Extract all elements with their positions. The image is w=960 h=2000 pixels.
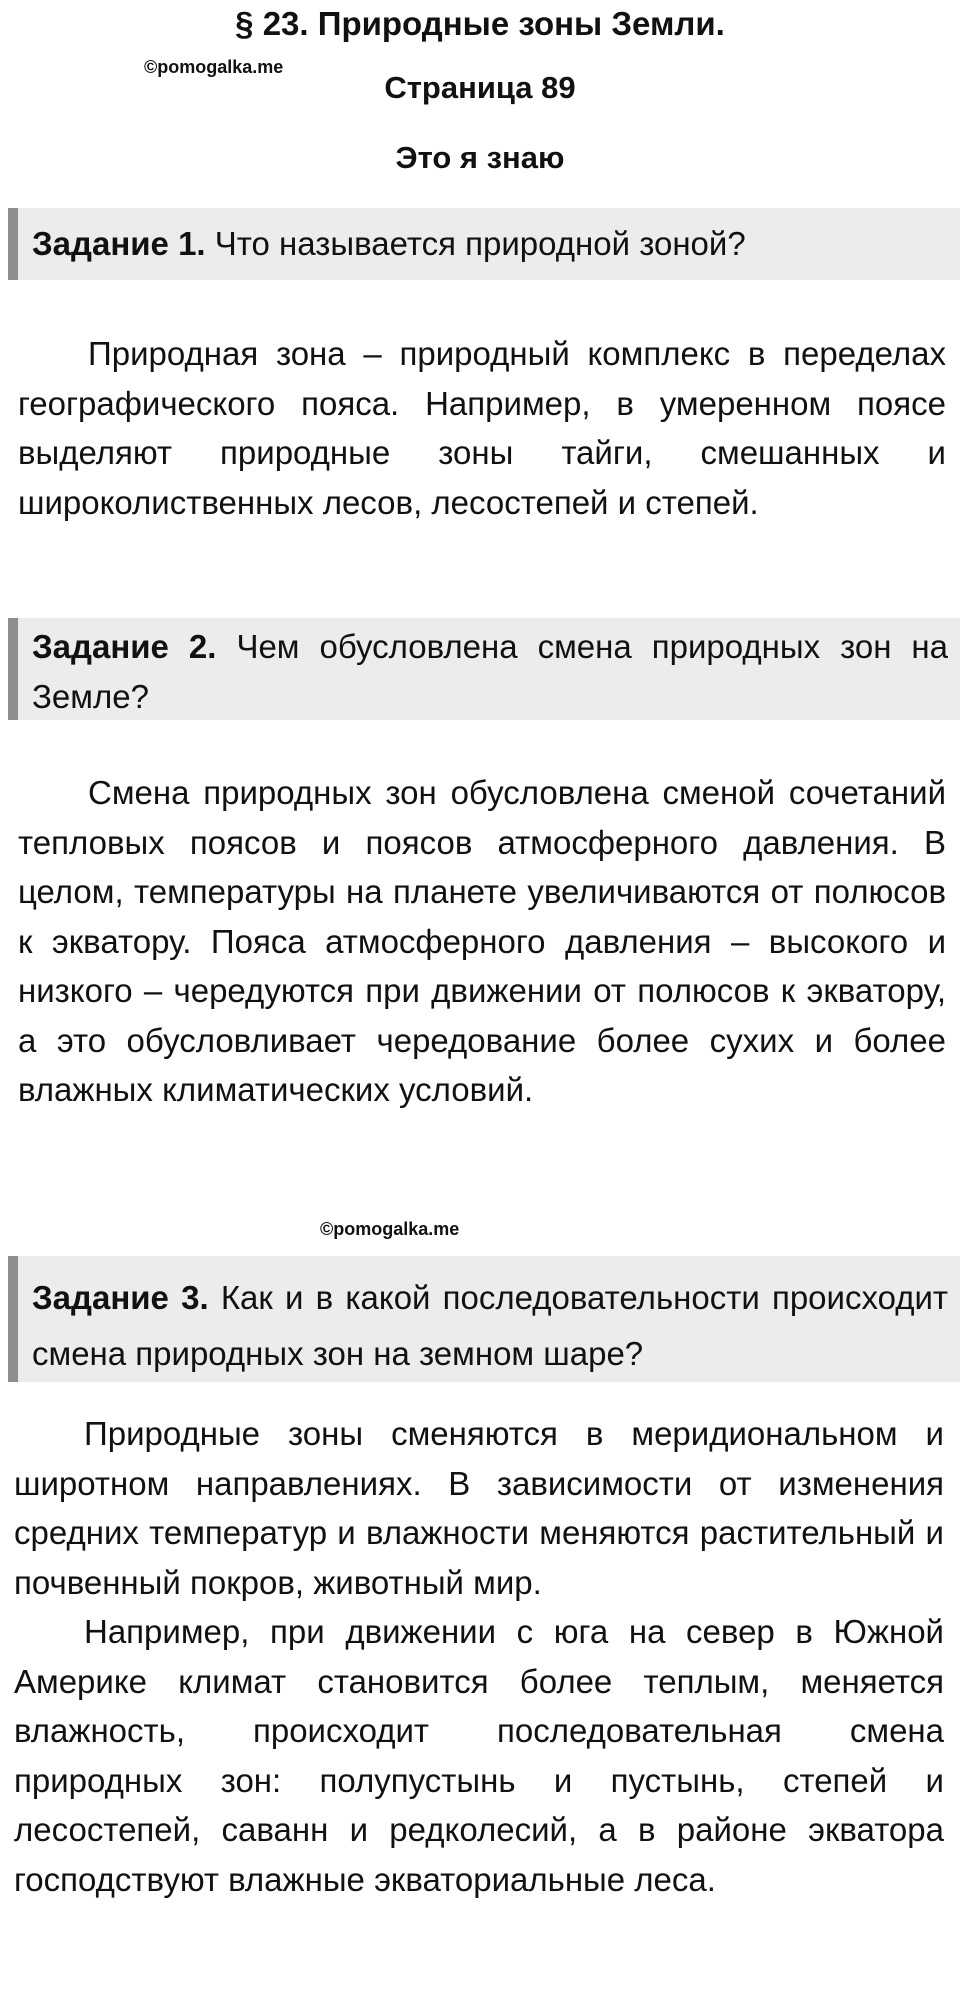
task-1-question-box xyxy=(8,208,960,280)
watermark: ©pomogalka.me xyxy=(320,1219,460,1239)
task-3-label: Задание 3. xyxy=(32,1279,209,1316)
page-title: § 23. Природные зоны Земли. xyxy=(235,5,725,42)
task-1-question: Что называется природной зоной? xyxy=(214,225,746,262)
task-1-label: Задание 1. xyxy=(32,225,206,262)
answer-paragraph: Природные зоны сменяются в меридиональном и широтном направлениях. В зависимости от изменения средних температур и влажности меняются растительный и почвенный покров, животный мир. xyxy=(14,1415,944,1601)
task-3-question: Как и в какой последовательности происходит смена природных зон на земном шаре? xyxy=(32,1279,949,1372)
page-number: Страница 89 xyxy=(384,70,576,105)
task-2-label: Задание 2. xyxy=(32,628,217,665)
answer-paragraph: Например, при движении с юга на север в Южной Америке климат становится более теплым, меняется влажность, происходит последовательная смена природных зон: полупустынь и пустынь, степей и лесостепей, саванн и редколесий, а в районе экватора господствуют влажные экваториальные леса. xyxy=(14,1613,944,1898)
task-1-answer xyxy=(18,329,946,527)
answer-paragraph: Природная зона – природный комплекс в переделах географического пояса. Например, в умеренном поясе выделяют природные зоны тайги, смешанных и широколиственных лесов, лесостепей и степей. xyxy=(18,335,946,521)
section-title: Это я знаю xyxy=(395,140,565,175)
task-3-question-box xyxy=(8,1256,960,1382)
watermark: ©pomogalka.me xyxy=(144,57,284,77)
task-2-answer xyxy=(18,768,946,1115)
task-2-question-box xyxy=(8,618,960,720)
answer-paragraph: Смена природных зон обусловлена сменой сочетаний тепловых поясов и поясов атмосферного давления. В целом, температуры на планете увеличиваются от полюсов к экватору. Пояса атмосферного давления – высокого и низкого – чередуются при движении от полюсов к экватору, а это обусловливает чередование более сухих и более влажных климатических условий. xyxy=(18,774,946,1108)
task-3-answer xyxy=(14,1409,944,1904)
task-2-question: Чем обусловлена смена природных зон на Земле? xyxy=(32,628,949,715)
